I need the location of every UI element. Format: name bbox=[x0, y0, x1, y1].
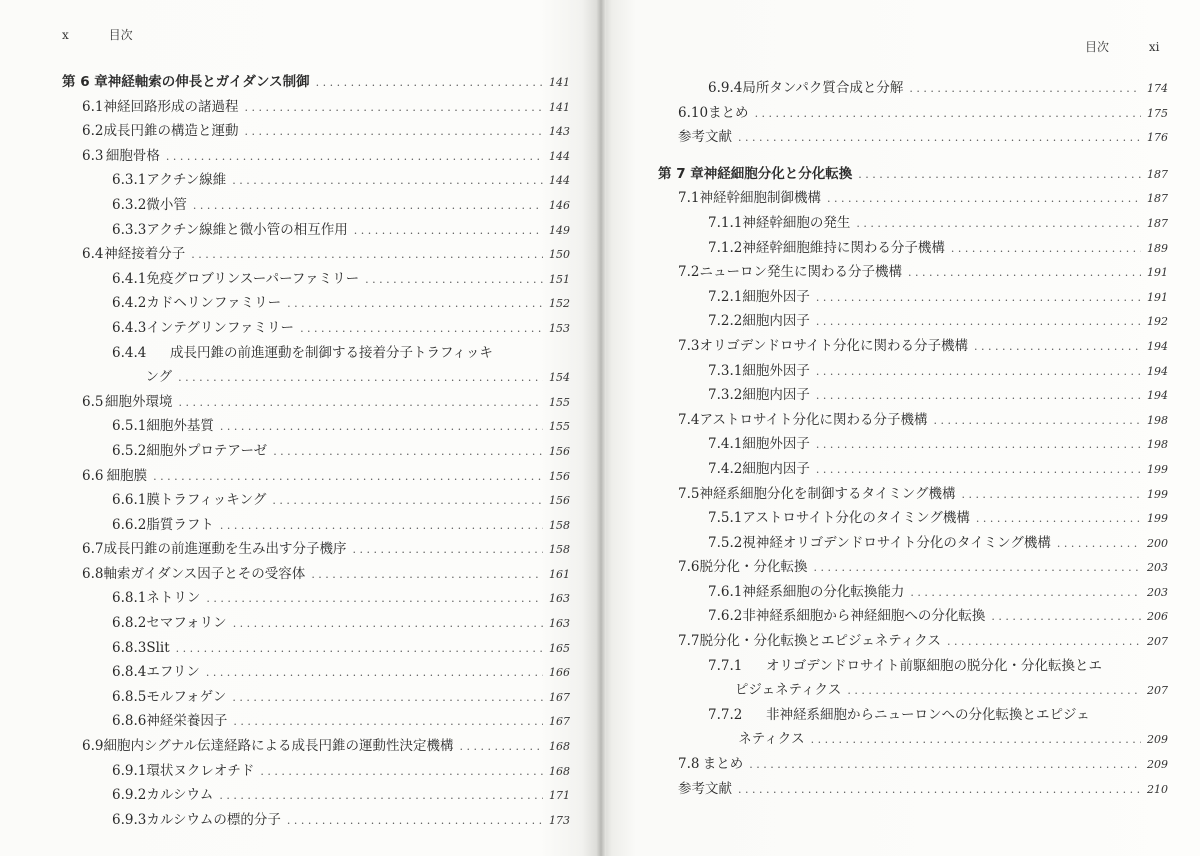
toc-entry-continuation[interactable] bbox=[62, 365, 570, 390]
dot-leader bbox=[244, 120, 543, 145]
entry-title: インテグリンファミリー bbox=[146, 319, 295, 336]
entry-title: 神経系細胞分化を制御するタイミング機構 bbox=[699, 485, 956, 502]
entry-number: 6.10 bbox=[678, 104, 709, 121]
toc-entry[interactable] bbox=[62, 218, 570, 243]
toc-entry[interactable] bbox=[658, 703, 1168, 728]
dot-leader bbox=[352, 538, 543, 563]
entry-page-number: 155 bbox=[549, 420, 570, 434]
entry-number: 6.5.2 bbox=[112, 442, 147, 459]
dot-leader bbox=[991, 605, 1141, 630]
toc-entry[interactable] bbox=[658, 580, 1168, 605]
toc-entry[interactable] bbox=[658, 777, 1168, 802]
book-spine bbox=[596, 0, 606, 856]
toc-entry[interactable] bbox=[62, 808, 570, 833]
toc-entry[interactable] bbox=[658, 408, 1168, 433]
dot-leader bbox=[460, 735, 543, 760]
header-title: 目次 bbox=[108, 28, 133, 42]
entry-title: 参考文献 bbox=[678, 780, 732, 797]
entry-number: 7.2.2 bbox=[708, 313, 743, 330]
entry-number: 6.8.4 bbox=[112, 664, 147, 681]
dot-leader bbox=[856, 212, 1141, 237]
entry-number: 6.8 bbox=[82, 565, 104, 582]
toc-entry[interactable] bbox=[658, 383, 1168, 408]
entry-page-number: 144 bbox=[549, 174, 570, 188]
entry-title: 視神経オリゴデンドロサイト分化のタイミング機構 bbox=[742, 534, 1051, 551]
dot-leader bbox=[816, 310, 1141, 335]
entry-page-number: 175 bbox=[1147, 106, 1168, 120]
entry-title: 細胞膜 bbox=[106, 467, 148, 484]
entry-page-number: 171 bbox=[549, 789, 570, 803]
entry-title: 細胞内因子 bbox=[742, 460, 810, 477]
entry-number: 6.5 bbox=[82, 393, 104, 410]
toc-entry[interactable] bbox=[62, 390, 570, 415]
entry-page-number: 187 bbox=[1147, 216, 1168, 230]
entry-number: 6.9.3 bbox=[112, 811, 147, 828]
toc-entry[interactable] bbox=[62, 611, 570, 636]
entry-number: 7.1 bbox=[678, 190, 700, 207]
entry-page-number: 168 bbox=[549, 764, 570, 778]
entry-page-number: 199 bbox=[1147, 512, 1168, 526]
toc-list-right bbox=[658, 76, 1168, 801]
entry-number: 6.8.1 bbox=[112, 590, 147, 607]
entry-page-number: 199 bbox=[1147, 487, 1168, 501]
toc-entry[interactable] bbox=[62, 709, 570, 734]
entry-page-number: 158 bbox=[549, 543, 570, 557]
dot-leader bbox=[287, 809, 543, 834]
entry-number: 7.3 bbox=[678, 337, 700, 354]
toc-entry[interactable] bbox=[658, 531, 1168, 556]
dot-leader bbox=[1057, 532, 1141, 557]
entry-page-number: 163 bbox=[549, 592, 570, 606]
dot-leader bbox=[220, 514, 543, 539]
dot-leader bbox=[827, 187, 1141, 212]
entry-page-number: 144 bbox=[549, 149, 570, 163]
toc-entry[interactable] bbox=[658, 236, 1168, 261]
entry-title: 神経幹細胞維持に関わる分子機構 bbox=[742, 239, 945, 256]
entry-title: Slit bbox=[146, 639, 170, 656]
entry-title: 成長円錐の構造と運動 bbox=[103, 123, 239, 140]
entry-page-number: 152 bbox=[549, 297, 570, 311]
entry-title: 非神経系細胞から神経細胞への分化転換 bbox=[742, 608, 986, 625]
entry-title: 微小管 bbox=[146, 196, 187, 213]
dot-leader bbox=[976, 507, 1141, 532]
entry-title: 神経回路形成の諸過程 bbox=[103, 98, 239, 115]
entry-page-number: 161 bbox=[549, 567, 570, 581]
entry-number: 6.8.5 bbox=[112, 688, 147, 705]
entry-number: 7.7 bbox=[678, 633, 700, 650]
entry-number: 7.5 bbox=[678, 485, 700, 502]
entry-title: 細胞外因子 bbox=[742, 288, 810, 305]
entry-page-number: 206 bbox=[1147, 610, 1168, 624]
dot-leader bbox=[300, 317, 543, 342]
entry-number: 6.3 bbox=[82, 147, 104, 164]
toc-entry[interactable] bbox=[658, 76, 1168, 101]
entry-page-number: 209 bbox=[1147, 733, 1168, 747]
entry-title: 神経系細胞の分化転換能力 bbox=[742, 583, 905, 600]
dot-leader bbox=[813, 556, 1141, 581]
toc-entry[interactable] bbox=[658, 629, 1168, 654]
toc-entry[interactable] bbox=[658, 285, 1168, 310]
entry-number: 6.8.6 bbox=[112, 713, 147, 730]
toc-entry[interactable] bbox=[658, 309, 1168, 334]
dot-leader bbox=[934, 409, 1142, 434]
entry-number: 7.6 bbox=[678, 559, 700, 576]
dot-leader bbox=[272, 489, 543, 514]
entry-number: 7.4 bbox=[678, 411, 700, 428]
entry-page-number: 153 bbox=[549, 321, 570, 335]
entry-number: 7.2.1 bbox=[708, 288, 743, 305]
dot-leader bbox=[232, 686, 543, 711]
dot-leader bbox=[908, 261, 1141, 286]
entry-title: 細胞内因子 bbox=[742, 387, 810, 404]
entry-title: 細胞外因子 bbox=[742, 436, 810, 453]
entry-title: エフリン bbox=[146, 664, 200, 681]
entry-title: モルフォゲン bbox=[146, 688, 227, 705]
entry-number: 7.3.2 bbox=[708, 387, 743, 404]
toc-entry[interactable] bbox=[658, 186, 1168, 211]
entry-page-number: 189 bbox=[1147, 241, 1168, 255]
entry-page-number: 192 bbox=[1147, 315, 1168, 329]
entry-title: 成長円錐の前進運動を生み出す分子機序 bbox=[103, 541, 347, 558]
dot-leader bbox=[176, 637, 543, 662]
toc-entry[interactable] bbox=[658, 125, 1168, 150]
entry-title: 神経幹細胞の発生 bbox=[742, 214, 851, 231]
entry-page-number: 166 bbox=[549, 666, 570, 680]
entry-number: 7.5.1 bbox=[708, 510, 743, 527]
entry-title: 神経幹細胞制御機構 bbox=[699, 190, 821, 207]
entry-title: まとめ bbox=[702, 756, 744, 773]
toc-entry[interactable] bbox=[62, 316, 570, 341]
entry-page-number: 187 bbox=[1147, 192, 1168, 206]
entry-number: 6.4.3 bbox=[112, 319, 147, 336]
entry-number: 6.9.2 bbox=[112, 787, 147, 804]
entry-number: 6.7 bbox=[82, 541, 104, 558]
entry-title: 神経軸索の伸長とガイダンス制御 bbox=[107, 74, 310, 90]
dot-leader bbox=[847, 679, 1141, 704]
entry-page-number: 194 bbox=[1147, 339, 1168, 353]
entry-page-number: 191 bbox=[1147, 290, 1168, 304]
dot-leader bbox=[233, 710, 543, 735]
entry-number: 6.3.1 bbox=[112, 172, 147, 189]
entry-title: アクチン線維 bbox=[146, 172, 227, 189]
entry-page-number: 210 bbox=[1147, 782, 1168, 796]
toc-entry[interactable] bbox=[658, 260, 1168, 285]
entry-page-number: 194 bbox=[1147, 364, 1168, 378]
entry-page-number: 191 bbox=[1147, 266, 1168, 280]
entry-title-continuation: ネティクス bbox=[738, 731, 805, 748]
entry-number: 7.4.1 bbox=[708, 436, 743, 453]
toc-entry[interactable] bbox=[62, 119, 570, 144]
dot-leader bbox=[816, 360, 1141, 385]
entry-number: 7.6.2 bbox=[708, 608, 743, 625]
entry-number: 7.5.2 bbox=[708, 534, 743, 551]
entry-page-number: 194 bbox=[1147, 389, 1168, 403]
entry-title: 神経細胞分化と分化転換 bbox=[703, 165, 853, 182]
dot-leader bbox=[179, 391, 543, 416]
entry-page-number: 149 bbox=[549, 223, 570, 237]
toc-entry[interactable] bbox=[62, 291, 570, 316]
toc-entry[interactable] bbox=[62, 783, 570, 808]
dot-leader bbox=[816, 384, 1141, 409]
entry-page-number: 163 bbox=[549, 617, 570, 631]
entry-title: オリゴデンドロサイト分化に関わる分子機構 bbox=[699, 337, 968, 354]
entry-page-number: 173 bbox=[549, 813, 570, 827]
entry-number: 7.4.2 bbox=[708, 460, 743, 477]
dot-leader bbox=[166, 145, 543, 170]
toc-entry-continuation[interactable] bbox=[658, 727, 1168, 752]
dot-leader bbox=[178, 366, 543, 391]
entry-number: 6.4.4 bbox=[112, 344, 147, 361]
dot-leader bbox=[220, 415, 543, 440]
toc-entry[interactable] bbox=[62, 685, 570, 710]
entry-page-number: 198 bbox=[1147, 413, 1168, 427]
entry-title: 細胞内因子 bbox=[742, 313, 810, 330]
dot-leader bbox=[273, 440, 543, 465]
entry-page-number: 207 bbox=[1147, 635, 1168, 649]
entry-title: 細胞外プロテアーゼ bbox=[146, 442, 268, 459]
toc-entry[interactable] bbox=[62, 734, 570, 759]
dot-leader bbox=[232, 169, 543, 194]
toc-entry[interactable] bbox=[658, 506, 1168, 531]
dot-leader bbox=[365, 268, 543, 293]
entry-number: 6.8.3 bbox=[112, 639, 147, 656]
entry-number: 7.3.1 bbox=[708, 362, 743, 379]
toc-entry[interactable] bbox=[62, 414, 570, 439]
entry-title: まとめ bbox=[708, 104, 749, 121]
entry-title: ネトリン bbox=[146, 590, 201, 607]
entry-page-number: 203 bbox=[1147, 585, 1168, 599]
entry-page-number: 151 bbox=[549, 272, 570, 286]
toc-entry[interactable] bbox=[658, 334, 1168, 359]
entry-page-number: 141 bbox=[549, 76, 570, 89]
dot-leader bbox=[858, 163, 1141, 188]
entry-page-number: 187 bbox=[1147, 167, 1168, 181]
entry-number: 7.2 bbox=[678, 264, 700, 281]
dot-leader bbox=[233, 612, 543, 637]
entry-page-number: 167 bbox=[549, 690, 570, 704]
dot-leader bbox=[947, 630, 1141, 655]
entry-number: 6.5.1 bbox=[112, 418, 147, 435]
entry-number: 6.3.2 bbox=[112, 196, 147, 213]
toc-entry[interactable] bbox=[62, 537, 570, 562]
dot-leader bbox=[749, 753, 1141, 778]
toc-list-left bbox=[62, 70, 570, 832]
dot-leader bbox=[191, 243, 543, 268]
entry-title: 膜トラフィッキング bbox=[146, 492, 267, 509]
toc-entry[interactable] bbox=[658, 359, 1168, 384]
entry-title: ニューロン発生に関わる分子機構 bbox=[699, 264, 902, 281]
entry-page-number: 174 bbox=[1147, 82, 1168, 95]
toc-entry[interactable] bbox=[62, 193, 570, 218]
entry-number: 6.6 bbox=[82, 467, 104, 484]
toc-entry[interactable] bbox=[658, 482, 1168, 507]
entry-title: 神経接着分子 bbox=[104, 246, 186, 263]
toc-entry[interactable] bbox=[62, 267, 570, 292]
entry-title: 細胞内シグナル伝達経路による成長円錐の運動性決定機構 bbox=[103, 738, 454, 755]
toc-entry[interactable] bbox=[62, 513, 570, 538]
entry-number: 6.8.2 bbox=[112, 615, 147, 632]
dot-leader bbox=[811, 728, 1141, 753]
entry-number: 6.6.1 bbox=[112, 492, 147, 509]
toc-entry[interactable] bbox=[62, 759, 570, 784]
toc-entry[interactable] bbox=[658, 457, 1168, 482]
toc-chapter-entry[interactable] bbox=[658, 162, 1168, 187]
dot-leader bbox=[961, 483, 1141, 508]
entry-title: 脂質ラフト bbox=[146, 516, 214, 533]
entry-title: 細胞外環境 bbox=[105, 393, 173, 410]
entry-page-number: 156 bbox=[549, 494, 570, 508]
dot-leader bbox=[206, 587, 543, 612]
entry-number: 7.6.1 bbox=[708, 583, 743, 600]
dot-leader bbox=[193, 194, 543, 219]
entry-number: 6.4.2 bbox=[112, 295, 147, 312]
dot-leader bbox=[816, 458, 1141, 483]
entry-number: 6.3.3 bbox=[112, 221, 147, 238]
dot-leader bbox=[910, 581, 1141, 606]
toc-entry[interactable] bbox=[62, 341, 570, 366]
entry-title: 脱分化・分化転換 bbox=[699, 559, 808, 576]
entry-title: セマフォリン bbox=[146, 615, 227, 632]
toc-entry[interactable] bbox=[658, 752, 1168, 777]
toc-entry[interactable] bbox=[658, 555, 1168, 580]
toc-entry[interactable] bbox=[62, 242, 570, 267]
dot-leader bbox=[755, 102, 1141, 127]
entry-number: 6.9.1 bbox=[112, 762, 147, 779]
entry-page-number: 150 bbox=[549, 248, 570, 262]
toc-entry[interactable] bbox=[62, 144, 570, 169]
entry-title: オリゴデンドロサイト前駆細胞の脱分化・分化転換とエ bbox=[766, 657, 1103, 674]
toc-entry[interactable] bbox=[658, 654, 1168, 679]
header-title: 目次 bbox=[1085, 40, 1110, 54]
entry-title-continuation: ング bbox=[145, 369, 173, 386]
toc-chapter-entry[interactable] bbox=[62, 70, 570, 95]
dot-leader bbox=[219, 784, 543, 809]
entry-title: アクチン線維と微小管の相互作用 bbox=[146, 221, 348, 238]
dot-leader bbox=[738, 126, 1141, 151]
entry-title: 環状ヌクレオチド bbox=[146, 762, 255, 779]
entry-page-number: 167 bbox=[549, 715, 570, 729]
entry-title: 軸索ガイダンス因子とその受容体 bbox=[103, 565, 306, 582]
dot-leader bbox=[354, 219, 543, 244]
entry-number: 6.4.1 bbox=[112, 270, 147, 287]
dot-leader bbox=[153, 465, 543, 490]
entry-title: 神経栄養因子 bbox=[146, 713, 228, 730]
entry-title: 細胞外基質 bbox=[146, 418, 214, 435]
entry-page-number: 158 bbox=[549, 518, 570, 532]
toc-entry[interactable] bbox=[62, 95, 570, 120]
dot-leader bbox=[816, 286, 1141, 311]
entry-number: 6.2 bbox=[82, 123, 104, 140]
dot-leader bbox=[287, 292, 543, 317]
entry-title: アストロサイト分化のタイミング機構 bbox=[742, 510, 970, 527]
entry-title: カドヘリンファミリー bbox=[146, 295, 282, 312]
dot-leader bbox=[316, 71, 543, 96]
entry-title: 免疫グロブリンスーパーファミリー bbox=[146, 270, 360, 287]
entry-page-number: 199 bbox=[1147, 462, 1168, 476]
entry-page-number: 143 bbox=[549, 125, 570, 139]
entry-title-continuation: ピジェネティクス bbox=[734, 682, 842, 699]
dot-leader bbox=[909, 77, 1141, 102]
entry-page-number: 141 bbox=[549, 100, 570, 114]
toc-entry[interactable] bbox=[62, 660, 570, 685]
entry-number: 7.7.2 bbox=[708, 706, 743, 723]
toc-entry[interactable] bbox=[62, 168, 570, 193]
dot-leader bbox=[260, 760, 543, 785]
entry-page-number: 156 bbox=[549, 469, 570, 483]
dot-leader bbox=[974, 335, 1141, 360]
entry-title: 脱分化・分化転換とエピジェネティクス bbox=[699, 633, 941, 650]
running-header-right bbox=[1085, 38, 1159, 55]
dot-leader bbox=[244, 96, 543, 121]
running-header-left bbox=[62, 26, 133, 43]
toc-entry[interactable] bbox=[658, 211, 1168, 236]
entry-page-number: 154 bbox=[549, 371, 570, 385]
entry-title: 非神経系細胞からニューロンへの分化転換とエピジェ bbox=[766, 706, 1090, 723]
entry-page-number: 207 bbox=[1147, 684, 1168, 698]
entry-title: 成長円錐の前進運動を制御する接着分子トラフィッキ bbox=[170, 344, 493, 361]
entry-number: 7.8 bbox=[678, 756, 700, 773]
entry-page-number: 168 bbox=[549, 740, 570, 754]
entry-number: 7.7.1 bbox=[708, 657, 743, 674]
toc-entry[interactable] bbox=[62, 586, 570, 611]
dot-leader bbox=[951, 237, 1141, 262]
entry-page-number: 156 bbox=[549, 444, 570, 458]
toc-entry[interactable] bbox=[62, 439, 570, 464]
dot-leader bbox=[311, 563, 543, 588]
toc-entry-continuation[interactable] bbox=[658, 678, 1168, 703]
entry-number: 6.9 bbox=[82, 738, 104, 755]
entry-number: 6.4 bbox=[82, 246, 104, 263]
entry-title: カルシウム bbox=[146, 787, 214, 804]
entry-title: カルシウムの標的分子 bbox=[146, 811, 281, 828]
entry-number: 7.1.1 bbox=[708, 214, 743, 231]
toc-entry[interactable] bbox=[658, 432, 1168, 457]
entry-page-number: 146 bbox=[549, 198, 570, 212]
entry-title: 局所タンパク質合成と分解 bbox=[742, 80, 904, 96]
right-page bbox=[600, 0, 1200, 856]
toc-entry[interactable] bbox=[62, 636, 570, 661]
entry-title: 細胞骨格 bbox=[105, 147, 160, 164]
dot-leader bbox=[738, 778, 1141, 803]
entry-number: 第 7 章 bbox=[658, 165, 704, 182]
dot-leader bbox=[816, 433, 1141, 458]
entry-page-number: 203 bbox=[1147, 561, 1168, 575]
toc-entry[interactable] bbox=[62, 562, 570, 587]
toc-entry[interactable] bbox=[62, 488, 570, 513]
entry-page-number: 155 bbox=[549, 395, 570, 409]
entry-page-number: 165 bbox=[549, 641, 570, 655]
entry-page-number: 200 bbox=[1147, 536, 1168, 550]
header-page-number: x bbox=[62, 28, 69, 42]
toc-entry[interactable] bbox=[658, 604, 1168, 629]
entry-title: 細胞外因子 bbox=[742, 362, 810, 379]
entry-page-number: 209 bbox=[1147, 758, 1168, 772]
entry-number: 6.6.2 bbox=[112, 516, 147, 533]
entry-page-number: 198 bbox=[1147, 438, 1168, 452]
dot-leader bbox=[206, 661, 543, 686]
entry-number: 6.9.4 bbox=[708, 80, 743, 96]
entry-page-number: 176 bbox=[1147, 131, 1168, 145]
entry-title: アストロサイト分化に関わる分子機構 bbox=[699, 411, 928, 428]
entry-number: 7.1.2 bbox=[708, 239, 743, 256]
entry-number: 第 6 章 bbox=[62, 74, 108, 90]
toc-entry[interactable] bbox=[658, 101, 1168, 126]
toc-entry[interactable] bbox=[62, 464, 570, 489]
header-page-number: xi bbox=[1148, 40, 1160, 54]
entry-title: 参考文献 bbox=[678, 129, 732, 146]
entry-number: 6.1 bbox=[82, 98, 104, 115]
